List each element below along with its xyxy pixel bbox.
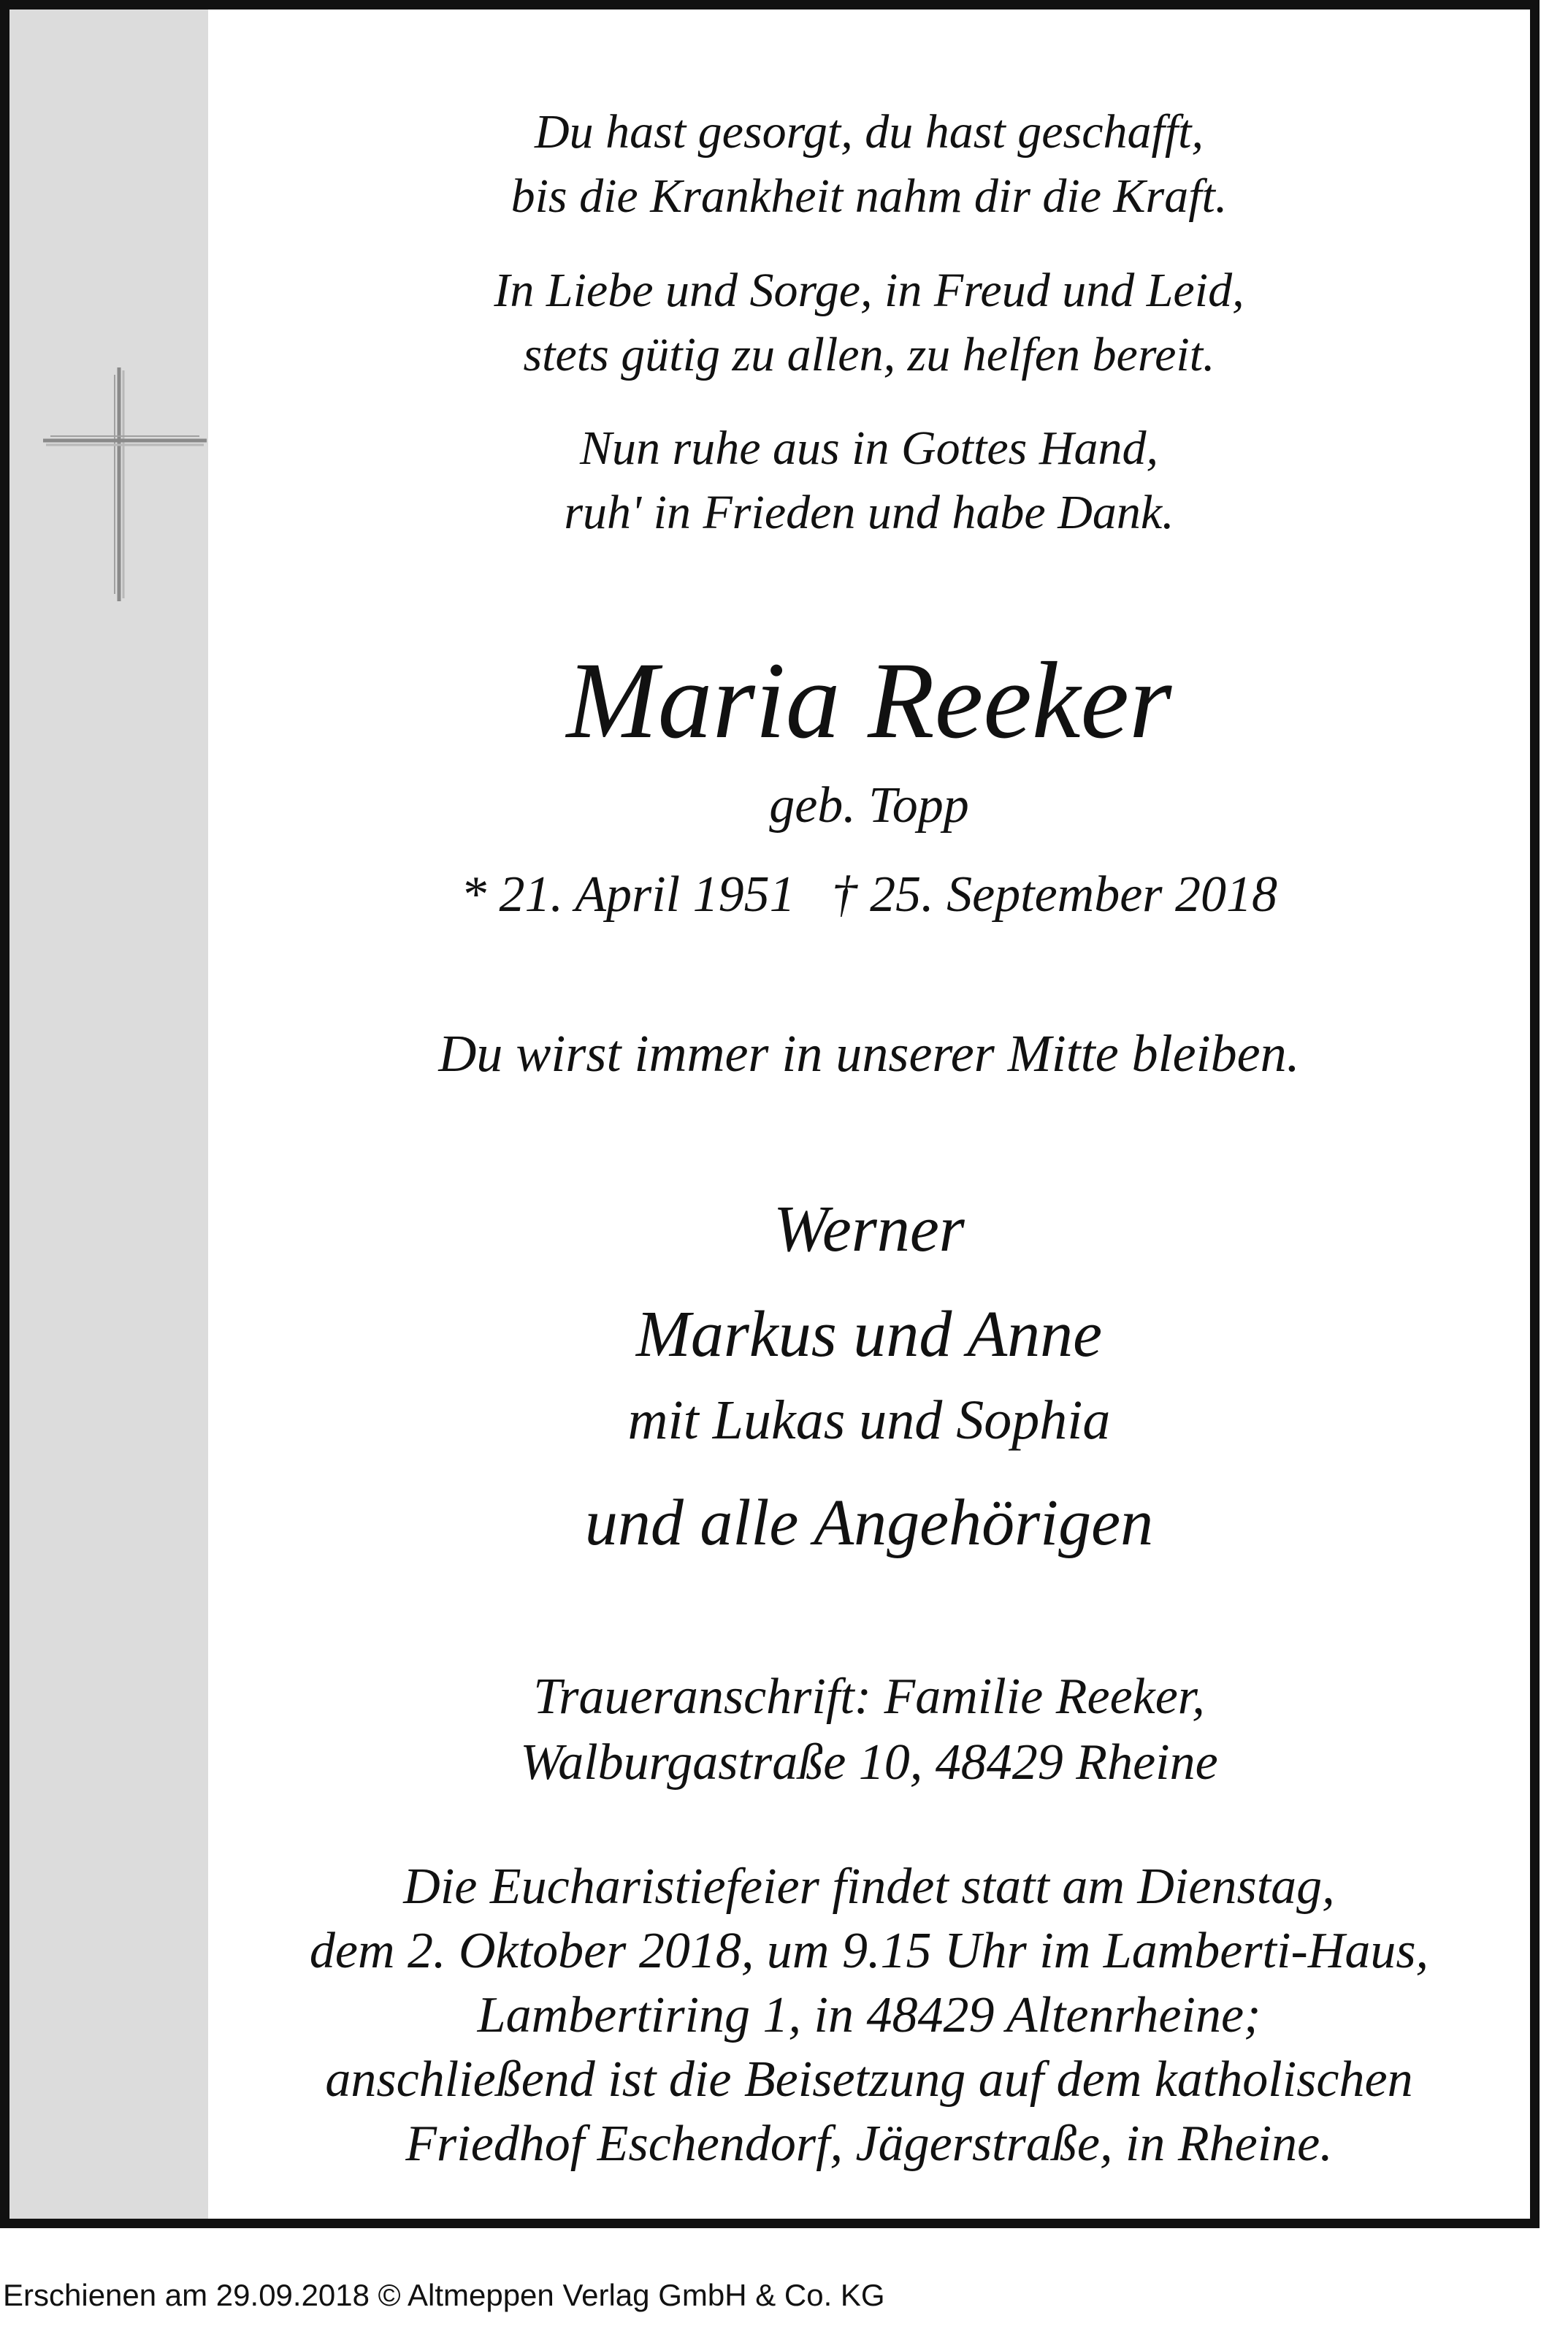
family-member: und alle Angehörigen (584, 1487, 1154, 1559)
poem-line: ruh' in Frieden und habe Dank. (564, 486, 1174, 539)
address-line: Walburgastraße 10, 48429 Rheine (520, 1734, 1218, 1791)
deceased-name: Maria Reeker (566, 640, 1172, 761)
birth-date: * 21. April 1951 (460, 866, 795, 923)
death-date: † 25. September 2018 (831, 866, 1278, 923)
family-member: Markus und Anne (635, 1298, 1103, 1371)
birth-name: geb. Topp (769, 777, 969, 834)
service-line: Lambertiring 1, in 48429 Altenrheine; (477, 1987, 1261, 2043)
service-line: Friedhof Eschendorf, Jägerstraße, in Rheine. (405, 2116, 1333, 2172)
cross-icon (37, 360, 213, 609)
family-member: Werner (773, 1193, 965, 1265)
notice-content (208, 9, 1530, 2219)
family-member: mit Lukas und Sophia (627, 1390, 1111, 1451)
poem-line: stets gütig zu allen, zu helfen bereit. (523, 328, 1215, 381)
service-line: dem 2. Oktober 2018, um 9.15 Uhr im Lamberti-Haus, (309, 1923, 1429, 1979)
life-dates (208, 866, 1530, 924)
poem-line: In Liebe und Sorge, in Freud und Leid, (494, 264, 1244, 317)
poem-line: Nun ruhe aus in Gottes Hand, (580, 422, 1158, 475)
poem-line: bis die Krankheit nahm dir die Kraft. (510, 169, 1228, 223)
motto: Du wirst immer in unserer Mitte bleiben. (438, 1024, 1300, 1083)
publication-footer: Erschienen am 29.09.2018 © Altmeppen Verlag GmbH & Co. KG (3, 2278, 885, 2312)
service-line: anschließend ist die Beisetzung auf dem katholischen (325, 2051, 1413, 2108)
address-line: Traueranschrift: Familie Reeker, (533, 1669, 1205, 1725)
poem-line: Du hast gesorgt, du hast geschafft, (534, 105, 1204, 159)
service-line: Die Eucharistiefeier findet statt am Dienstag, (403, 1859, 1335, 1915)
sidebar-strip (9, 9, 208, 2219)
